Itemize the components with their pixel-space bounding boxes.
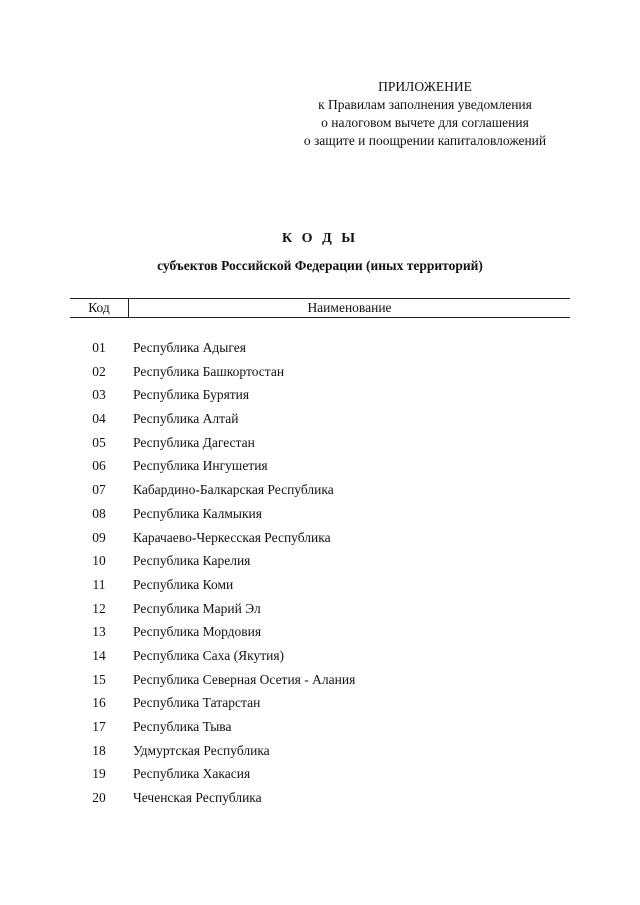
row-name: Республика Тыва (133, 719, 232, 734)
row-code: 11 (92, 576, 106, 592)
row-code: 12 (92, 600, 106, 616)
table-row (70, 478, 570, 502)
row-code: 05 (92, 434, 106, 450)
header-name: Наименование (307, 300, 392, 315)
row-name: Республика Бурятия (133, 387, 250, 403)
row-name: Республика Саха (Якутия) (133, 647, 285, 663)
table-row (70, 383, 570, 407)
row-code: 08 (92, 505, 106, 521)
table-row (70, 620, 570, 644)
row-code: 14 (92, 647, 106, 663)
row-code: 01 (92, 340, 106, 355)
row-name: Республика Мордовия (133, 624, 262, 640)
table-header (70, 298, 570, 318)
table-row (70, 668, 570, 692)
table-row (70, 715, 570, 739)
row-name: Кабардино-Балкарская Республика (133, 482, 334, 498)
document-title: К О Д Ы (282, 231, 358, 246)
row-name: Удмуртская Республика (133, 742, 270, 758)
appendix-line: о защите и поощрении капиталовложений (303, 133, 547, 148)
table-row (70, 454, 570, 478)
table-row (70, 597, 570, 621)
row-code: 02 (92, 363, 106, 379)
row-code: 09 (92, 529, 106, 545)
table-row (70, 526, 570, 550)
row-name: Чеченская Республика (133, 790, 262, 806)
table-row (70, 336, 570, 360)
row-name: Республика Адыгея (133, 340, 246, 355)
table-row (70, 573, 570, 597)
row-code: 06 (92, 458, 106, 474)
row-name: Республика Карелия (133, 553, 251, 569)
row-code: 19 (92, 766, 106, 782)
appendix-title: ПРИЛОЖЕНИЕ (378, 79, 472, 94)
table-row (70, 786, 570, 810)
table-row (70, 762, 570, 786)
document-subtitle: субъектов Российской Федерации (иных территорий) (157, 258, 483, 273)
row-name: Республика Марий Эл (133, 600, 261, 616)
row-name: Республика Северная Осетия - Алания (133, 671, 356, 687)
row-name: Республика Ингушетия (133, 458, 268, 474)
row-name: Республика Хакасия (133, 766, 251, 782)
row-name: Республика Калмыкия (133, 505, 262, 521)
table-row (70, 502, 570, 526)
row-name: Карачаево-Черкесская Республика (133, 529, 331, 545)
row-name: Республика Башкортостан (133, 363, 285, 379)
table-row (70, 644, 570, 668)
row-name: Республика Татарстан (133, 695, 261, 711)
table-row (70, 360, 570, 384)
row-code: 20 (92, 790, 106, 806)
table-row (70, 739, 570, 763)
row-name: Республика Коми (133, 576, 234, 592)
appendix-line: к Правилам заполнения уведомления (318, 97, 532, 112)
table-row (70, 407, 570, 431)
row-code: 07 (92, 482, 106, 498)
table-row (70, 549, 570, 573)
row-code: 17 (92, 719, 106, 734)
table-row (70, 691, 570, 715)
table-row (70, 431, 570, 455)
row-code: 03 (92, 387, 106, 403)
header-code: Код (70, 299, 129, 317)
row-code: 10 (92, 553, 106, 569)
row-code: 04 (92, 411, 106, 427)
row-code: 13 (92, 624, 106, 640)
row-code: 15 (92, 671, 106, 687)
row-name: Республика Дагестан (133, 434, 255, 450)
row-name: Республика Алтай (133, 411, 239, 427)
row-code: 16 (92, 695, 106, 711)
appendix-line: о налоговом вычете для соглашения (321, 115, 529, 130)
row-code: 18 (92, 742, 106, 758)
table-body (70, 336, 570, 810)
codes-table (70, 298, 570, 810)
appendix-header (250, 78, 600, 150)
